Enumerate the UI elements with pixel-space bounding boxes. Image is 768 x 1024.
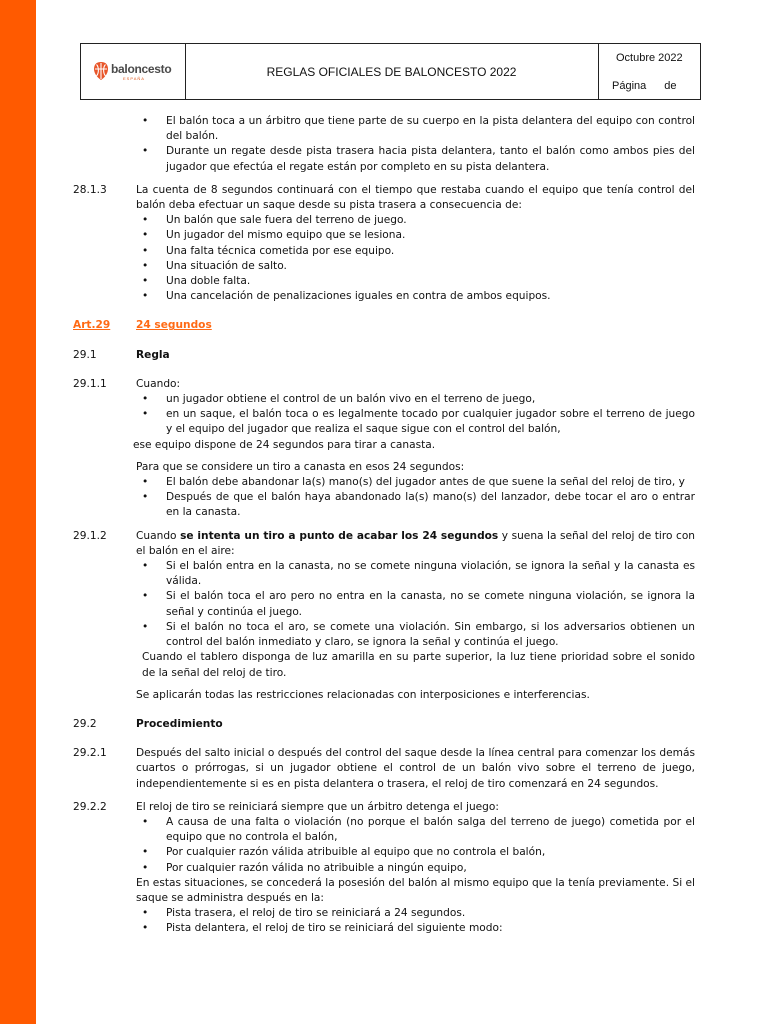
list-item: • Por cualquier razón válida no atribuible a ningún equipo,: [136, 861, 695, 876]
section-text: Cuando el tablero disponga de luz amarilla en su parte superior, la luz tiene prioridad sobre el sonido de la señal del reloj de tiro.: [142, 651, 695, 679]
bullet-list: [136, 213, 695, 304]
section-text: Para que se considere un tiro a canasta en esos 24 segundos:: [136, 460, 465, 473]
bullet-list: [136, 475, 695, 521]
section-text: La cuenta de 8 segundos continuará con el tiempo que restaba cuando el equipo que tenía control del balón deba efectuar un saque desde su pista trasera a consecuencia de:: [136, 183, 695, 212]
text-run: y suena la señal del reloj de tiro con el balón en el aire:: [136, 529, 696, 557]
list-item: • Por cualquier razón válida atribuible al equipo que no controla el balón,: [136, 845, 695, 860]
list-item: • Si el balón toca el aro pero no entra en la canasta, no se comete ninguna violación, se ignora la señal y continúa el juego.: [136, 589, 695, 619]
bullet-list: [136, 906, 695, 936]
list-item: • Un balón que sale fuera del terreno de juego.: [136, 213, 695, 228]
list-item: • Una falta técnica cometida por ese equipo.: [136, 244, 695, 259]
left-accent-stripe: [0, 0, 36, 1024]
document-body: [73, 114, 695, 937]
article-title: 24 segundos: [136, 319, 212, 332]
header-meta: [598, 44, 700, 99]
section-text: El reloj de tiro se reiniciará siempre que un árbitro detenga el juego:: [136, 800, 499, 813]
page-label: Página: [612, 80, 647, 92]
bullet-list: [136, 559, 695, 650]
section-number: 29.2: [73, 717, 97, 730]
list-item: • Si el balón entra en la canasta, no se comete ninguna violación, se ignora la señal y la canasta es válida.: [136, 559, 695, 589]
list-item: • un jugador obtiene el control de un balón vivo en el terreno de juego,: [136, 392, 695, 407]
section-number: 29.2.2: [73, 800, 107, 813]
section-29-2: [73, 717, 695, 732]
list-item: • en un saque, el balón toca o es legalmente tocado por cualquier jugador sobre el terreno de juego y el equipo del jugador que realiza el saque sigue con el control del balón,: [136, 407, 695, 437]
list-item: • Una doble falta.: [136, 274, 695, 289]
section-text: Se aplicarán todas las restricciones relacionadas con interposiciones e interferencias.: [136, 688, 590, 701]
section-number: 29.2.1: [73, 747, 107, 760]
list-item: • Pista delantera, el reloj de tiro se reiniciará del siguiente modo:: [136, 921, 695, 936]
bullet-list: [136, 392, 695, 438]
section-29-1-1: [73, 377, 695, 521]
article-29-heading: [73, 318, 695, 333]
section-29-2-2: [73, 800, 695, 937]
section-text: En estas situaciones, se concederá la posesión del balón al mismo equipo que la tenía previamente. Si el saque se administra después en la:: [136, 876, 695, 904]
list-item: • Pista trasera, el reloj de tiro se reiniciará a 24 segundos.: [136, 906, 695, 921]
section-29-1-2: [73, 529, 695, 703]
section-number: 29.1.1: [73, 377, 107, 390]
list-item: • Después de que el balón haya abandonado la(s) mano(s) del lanzador, debe tocar el aro o entrar en la canasta.: [136, 490, 695, 520]
bullet-list: [136, 815, 695, 876]
section-29-1: [73, 348, 695, 363]
list-item: • El balón toca a un árbitro que tiene parte de su cuerpo en la pista delantera del equipo con control del balón.: [136, 114, 695, 144]
list-item: • Una situación de salto.: [136, 259, 695, 274]
section-text: ese equipo dispone de 24 segundos para tirar a canasta.: [133, 438, 436, 451]
section-heading: Regla: [136, 348, 170, 361]
section-28-1-3: [73, 183, 695, 305]
article-number: Art.29: [73, 319, 111, 332]
section-text: [136, 529, 695, 559]
basketball-icon: [93, 61, 109, 81]
document-header: [80, 43, 701, 100]
bold-text: se intenta un tiro a punto de acabar los 24 segundos: [180, 529, 499, 542]
section-text: Después del salto inicial o después del control del saque desde la línea central para comenzar los demás cuartos o prórrogas, si un jugador obtiene el control de un balón vivo sobre el terreno de juego, independientemente si es en pista delantera o trasera, el reloj de tiro comenzará en 24 segundos.: [136, 747, 695, 790]
logo-subtext: ESPAÑA: [123, 76, 145, 81]
logo-text: baloncesto: [111, 62, 172, 76]
intro-continuation: [73, 114, 695, 175]
logo-cell: [81, 44, 186, 99]
section-heading: Procedimiento: [136, 717, 223, 730]
list-item: • Durante un regate desde pista trasera hacia pista delantera, tanto el balón como ambos pies del jugador que efectúa el regate están por completo en su pista delantera.: [136, 144, 695, 174]
document-title: REGLAS OFICIALES DE BALONCESTO 2022: [185, 44, 599, 99]
section-number: 29.1: [73, 348, 97, 361]
document-date: Octubre 2022: [616, 52, 683, 64]
list-item: • El balón debe abandonar la(s) mano(s) del jugador antes de que suene la señal del reloj de tiro, y: [136, 475, 695, 490]
section-text: Cuando:: [136, 377, 181, 390]
page-indicator: [612, 80, 677, 92]
intro-bullet-list: [136, 114, 695, 175]
section-number: 28.1.3: [73, 183, 107, 196]
list-item: • A causa de una falta o violación (no porque el balón salga del terreno de juego) cometida por el equipo que no controla el balón,: [136, 815, 695, 845]
list-item: • Un jugador del mismo equipo que se lesiona.: [136, 228, 695, 243]
page-of-label: de: [664, 80, 677, 92]
list-item: • Si el balón no toca el aro, se comete una violación. Sin embargo, si los adversarios obtienen un control del balón inmediato y claro, se ignora la señal y continúa el juego.: [136, 620, 695, 650]
section-29-2-1: [73, 746, 695, 792]
section-number: 29.1.2: [73, 529, 107, 542]
text-run: Cuando: [136, 529, 181, 542]
list-item: • Una cancelación de penalizaciones iguales en contra de ambos equipos.: [136, 289, 695, 304]
